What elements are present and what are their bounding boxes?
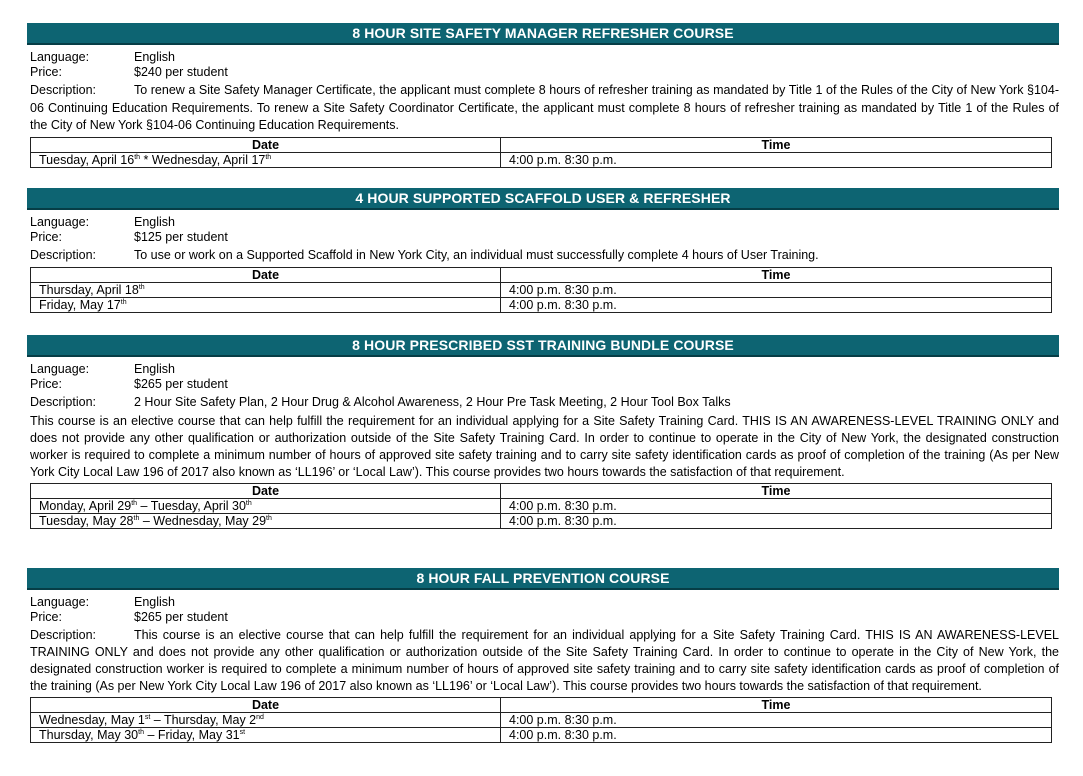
price-value: $125 per student: [134, 230, 228, 244]
date-cell: Friday, May 17th: [31, 297, 501, 312]
language-value: English: [134, 215, 175, 229]
language-label: Language:: [30, 362, 90, 376]
price-value: $265 per student: [134, 610, 228, 624]
description-label: Description:: [30, 248, 96, 262]
description-label: Description:: [30, 83, 96, 97]
time-header: Time: [501, 483, 1052, 498]
course-title: 8 HOUR FALL PREVENTION COURSE: [27, 568, 1059, 590]
price-row: [30, 230, 1059, 245]
description-text: This course is an elective course that can help fulfill the requirement for an individual applying for a Site Safety Training Card. THIS IS AN AWARENESS-LEVEL TRAINING ONLY and does not provide any other qualification or authorization outside of the Site Safety Training Card. In order to continue to operate in the City of New York, the designated construction worker is required to complete a minimum number of hours of approved site safety training and to carry site safety identification cards as proof of completion of the training (As per New York City Local Law 196 of 2017 also known as ‘LL196’ or ‘Local Law’). This course provides two hours towards the satisfaction of that requirement.: [30, 628, 1059, 693]
description-text: To use or work on a Supported Scaffold in New York City, an individual must successfully complete 4 hours of User Training.: [134, 248, 819, 262]
schedule-table: [30, 267, 1052, 313]
description: [30, 394, 1059, 412]
course-title: 4 HOUR SUPPORTED SCAFFOLD USER & REFRESHER: [27, 188, 1059, 210]
course-section: [27, 23, 1059, 168]
language-row: [30, 362, 1059, 377]
table-row: [31, 713, 1052, 728]
course-paragraph: This course is an elective course that can help fulfill the requirement for an individual applying for a Site Safety Training Card. THIS IS AN AWARENESS-LEVEL TRAINING ONLY and does not provide any other qualification or authorization outside of the Site Safety Training Card. In order to continue to operate in the City of New York, the designated construction worker is required to complete a minimum number of hours of approved site safety training and to carry site safety identification cards as proof of completion of the training (As per New York City Local Law 196 of 2017 also known as ‘LL196’ or ‘Local Law’). This course provides two hours towards the satisfaction of that requirement.: [30, 413, 1059, 479]
price-row: [30, 610, 1059, 625]
price-row: [30, 377, 1059, 392]
language-value: English: [134, 50, 175, 64]
time-header: Time: [501, 137, 1052, 152]
price-label: Price:: [30, 377, 62, 391]
language-row: [30, 595, 1059, 610]
language-value: English: [134, 595, 175, 609]
course-section: [27, 188, 1059, 313]
time-cell: 4:00 p.m. 8:30 p.m.: [501, 297, 1052, 312]
description-label: Description:: [30, 395, 96, 409]
schedule-table: [30, 483, 1052, 529]
language-value: English: [134, 362, 175, 376]
date-cell: Wednesday, May 1st – Thursday, May 2nd: [31, 713, 501, 728]
price-label: Price:: [30, 230, 62, 244]
language-label: Language:: [30, 50, 90, 64]
language-row: [30, 215, 1059, 230]
time-cell: 4:00 p.m. 8:30 p.m.: [501, 152, 1052, 167]
date-cell: Thursday, May 30th – Friday, May 31st: [31, 728, 501, 743]
course-title: 8 HOUR PRESCRIBED SST TRAINING BUNDLE COURSE: [27, 335, 1059, 357]
table-row: [31, 498, 1052, 513]
date-header: Date: [31, 267, 501, 282]
date-cell: Tuesday, May 28th – Wednesday, May 29th: [31, 513, 501, 528]
date-cell: Monday, April 29th – Tuesday, April 30th: [31, 498, 501, 513]
table-row: [31, 282, 1052, 297]
date-cell: Thursday, April 18th: [31, 282, 501, 297]
language-label: Language:: [30, 215, 90, 229]
description-label: Description:: [30, 628, 96, 642]
time-cell: 4:00 p.m. 8:30 p.m.: [501, 728, 1052, 743]
table-row: [31, 513, 1052, 528]
course-title: 8 HOUR SITE SAFETY MANAGER REFRESHER COURSE: [27, 23, 1059, 45]
time-cell: 4:00 p.m. 8:30 p.m.: [501, 713, 1052, 728]
price-label: Price:: [30, 610, 62, 624]
course-section: [27, 335, 1059, 529]
schedule-table: [30, 697, 1052, 743]
language-label: Language:: [30, 595, 90, 609]
schedule-table: [30, 137, 1052, 168]
time-header: Time: [501, 267, 1052, 282]
time-cell: 4:00 p.m. 8:30 p.m.: [501, 513, 1052, 528]
price-row: [30, 65, 1059, 80]
time-header: Time: [501, 698, 1052, 713]
table-row: [31, 728, 1052, 743]
price-label: Price:: [30, 65, 62, 79]
description-text: To renew a Site Safety Manager Certificate, the applicant must complete 8 hours of refresher training as mandated by Title 1 of the Rules of the City of New York §104- 06 Continuing Education Requirements. To renew a Site Safety Coordinator Certificate, the applicant must complete 8 hours of refresher training as mandated by Title 1 of the Rules of the City of New York §104-06 Continuing Education Requirements.: [30, 83, 1059, 132]
description: [30, 247, 1059, 265]
date-header: Date: [31, 698, 501, 713]
date-header: Date: [31, 137, 501, 152]
description: [30, 627, 1059, 695]
course-section: [27, 568, 1059, 743]
date-cell: Tuesday, April 16th * Wednesday, April 17th: [31, 152, 501, 167]
date-header: Date: [31, 483, 501, 498]
price-value: $265 per student: [134, 377, 228, 391]
description-text: 2 Hour Site Safety Plan, 2 Hour Drug & Alcohol Awareness, 2 Hour Pre Task Meeting, 2 Hour Tool Box Talks: [134, 395, 731, 409]
time-cell: 4:00 p.m. 8:30 p.m.: [501, 498, 1052, 513]
language-row: [30, 50, 1059, 65]
time-cell: 4:00 p.m. 8:30 p.m.: [501, 282, 1052, 297]
price-value: $240 per student: [134, 65, 228, 79]
table-row: [31, 297, 1052, 312]
description: [30, 82, 1059, 135]
table-row: [31, 152, 1052, 167]
